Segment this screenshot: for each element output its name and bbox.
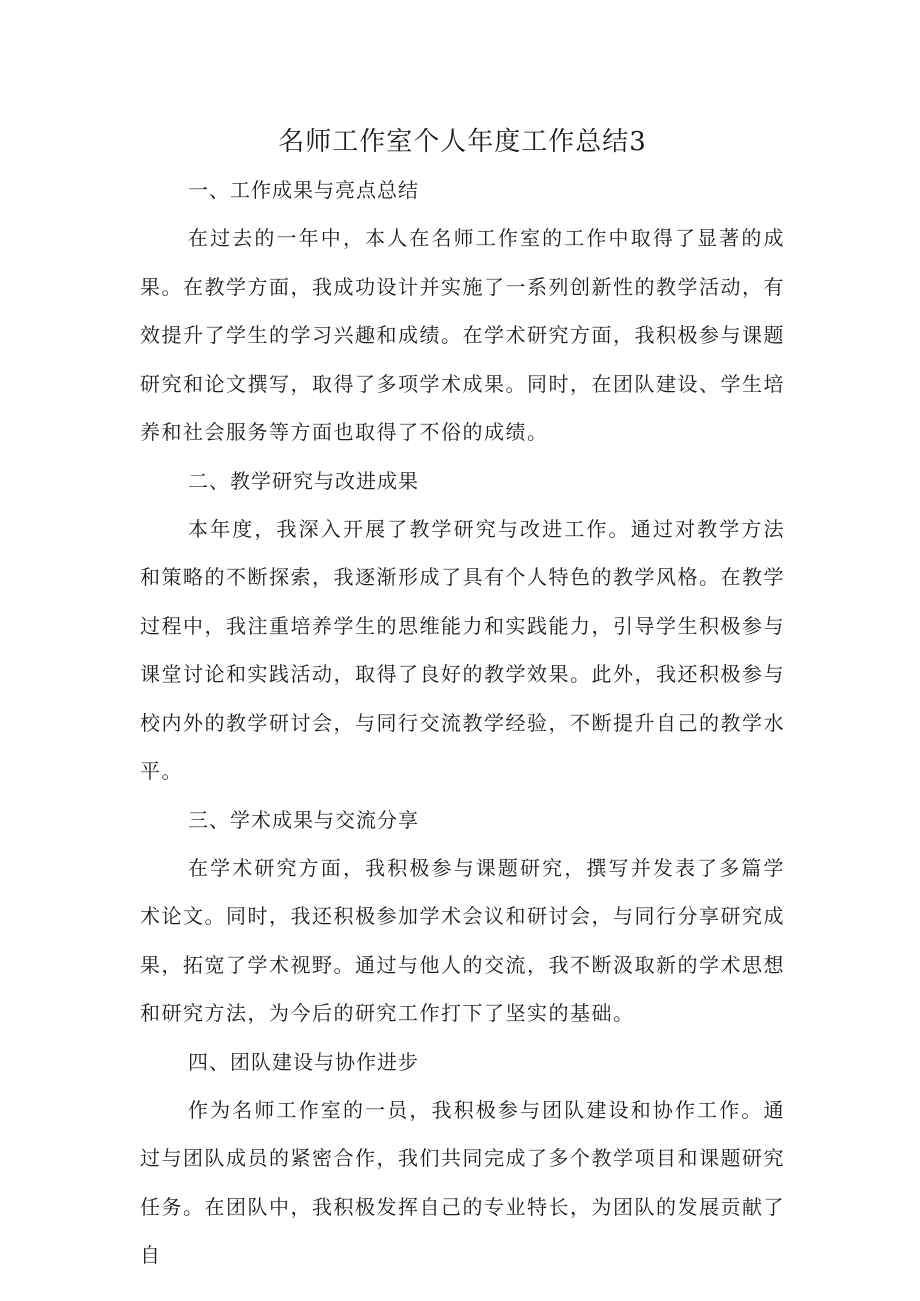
section-4 <box>140 1038 785 1280</box>
section-3 <box>140 796 785 1038</box>
section-paragraph: 在学术研究方面，我积极参与课题研究，撰写并发表了多篇学术论文。同时，我还积极参加学术会议和研讨会，与同行分享研究成果，拓宽了学术视野。通过与他人的交流，我不断汲取新的学术思想和研究方法，为今后的研究工作打下了坚实的基础。 <box>140 855 785 1025</box>
document-page <box>140 118 785 1280</box>
section-2 <box>140 457 785 796</box>
section-heading: 一、工作成果与亮点总结 <box>188 178 419 202</box>
document-title: 名师工作室个人年度工作总结3 <box>278 127 647 157</box>
section-1 <box>140 166 785 457</box>
section-paragraph: 作为名师工作室的一员，我积极参与团队建设和协作工作。通过与团队成员的紧密合作，我们共同完成了多个教学项目和课题研究任务。在团队中，我积极发挥自己的专业特长，为团队的发展贡献了自 <box>140 1097 785 1267</box>
section-paragraph: 本年度，我深入开展了教学研究与改进工作。通过对教学方法和策略的不断探索，我逐渐形成了具有个人特色的教学风格。在教学过程中，我注重培养学生的思维能力和实践能力，引导学生积极参与课堂讨论和实践活动，取得了良好的教学效果。此外，我还积极参与校内外的教学研讨会，与同行交流教学经验，不断提升自己的教学水平。 <box>140 516 785 783</box>
section-heading: 二、教学研究与改进成果 <box>188 468 419 493</box>
section-heading: 四、团队建设与协作进步 <box>188 1049 419 1074</box>
section-paragraph: 在过去的一年中，本人在名师工作室的工作中取得了显著的成果。在教学方面，我成功设计并实施了一系列创新性的教学活动，有效提升了学生的学习兴趣和成绩。在学术研究方面，我积极参与课题研究和论文撰写，取得了多项学术成果。同时，在团队建设、学生培养和社会服务等方面也取得了不俗的成绩。 <box>140 226 785 444</box>
section-heading: 三、学术成果与交流分享 <box>188 807 419 832</box>
